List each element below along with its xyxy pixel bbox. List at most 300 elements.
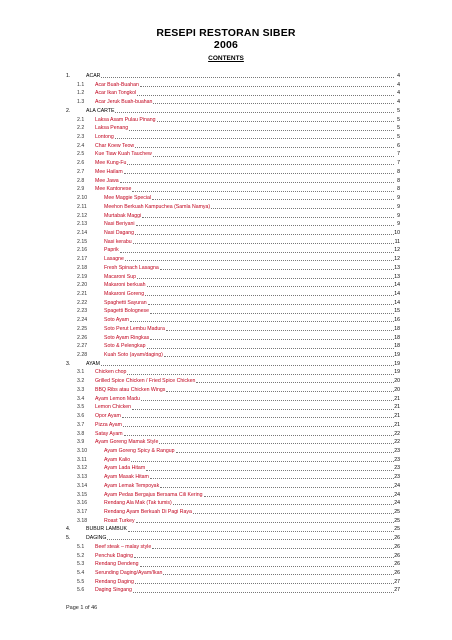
toc-entry-number: 2.16: [77, 247, 88, 254]
toc-entry[interactable]: [0, 194, 452, 202]
toc-entry[interactable]: [0, 290, 452, 298]
toc-entry-label: Fresh Spinach Lasagna: [104, 264, 159, 271]
toc-entry-number: 3.4: [77, 395, 85, 402]
toc-entry-page: 8: [397, 177, 400, 184]
toc-entry-page: 21: [394, 395, 400, 402]
page-number: Page 1 of 46: [66, 605, 98, 611]
toc-leader-dots: [122, 417, 394, 418]
toc-entry-label: Mee Kung-Fu: [95, 160, 127, 167]
toc-entry[interactable]: [0, 464, 452, 472]
toc-entry-page: 26: [394, 543, 400, 550]
toc-entry-label: Kue Tiaw Kuah Tauchew: [95, 151, 152, 158]
toc-entry-label: Spagetti Bolognese: [104, 308, 149, 315]
toc-entry[interactable]: [0, 569, 452, 577]
toc-entry-page: 18: [394, 343, 400, 350]
toc-entry[interactable]: [0, 334, 452, 342]
toc-entry[interactable]: [0, 177, 452, 185]
toc-entry[interactable]: [0, 342, 452, 350]
toc-entry[interactable]: [0, 482, 452, 490]
toc-entry[interactable]: [0, 395, 452, 403]
toc-entry-label: Soto Ayam: [104, 317, 129, 324]
toc-entry-number: 2.11: [77, 203, 87, 210]
toc-entry-number: 5.2: [77, 552, 85, 559]
toc-entry[interactable]: [0, 107, 452, 115]
toc-leader-dots: [137, 278, 394, 279]
toc-entry-label: Pizza Ayam: [95, 421, 123, 428]
toc-entry-label: Ayam Masak Hitam: [104, 474, 149, 481]
toc-entry-label: Kuah Soto (ayam/daging): [104, 352, 163, 359]
toc-entry-page: 14: [394, 299, 400, 306]
toc-leader-dots: [164, 356, 394, 357]
toc-entry-page: 13: [394, 273, 400, 280]
toc-entry-page: 5: [397, 116, 400, 123]
toc-entry-label: Nasi Beriyani: [104, 221, 135, 228]
toc-entry-number: 3.6: [77, 413, 85, 420]
toc-entry[interactable]: [0, 517, 452, 525]
toc-entry-number: 3.18: [77, 517, 88, 524]
toc-entry-number: 2.10: [77, 195, 88, 202]
toc-entry-page: 18: [394, 325, 400, 332]
toc-entry-label: Macaroni Sup: [104, 273, 137, 280]
toc-leader-dots: [133, 243, 394, 244]
toc-entry-number: 2.20: [77, 282, 88, 289]
toc-entry-number: 2.18: [77, 264, 88, 271]
toc-leader-dots: [196, 382, 394, 383]
toc-entry-number: 1.: [66, 73, 71, 79]
toc-leader-dots: [140, 566, 394, 567]
toc-entry-page: 21: [394, 413, 400, 420]
toc-entry[interactable]: [0, 98, 452, 106]
toc-leader-dots: [135, 234, 394, 235]
toc-leader-dots: [211, 208, 394, 209]
toc-entry-number: 5.3: [77, 561, 85, 568]
toc-entry[interactable]: [0, 456, 452, 464]
toc-entry-number: 3.1: [77, 369, 85, 376]
toc-entry-label: Opor Ayam: [95, 413, 121, 420]
toc-entry[interactable]: [0, 203, 452, 211]
toc-leader-dots: [135, 583, 394, 584]
toc-entry-page: 6: [397, 142, 400, 149]
toc-entry-page: 5: [397, 107, 400, 114]
toc-entry-label: Rendang Ala Mak (Tak tumis): [104, 500, 172, 507]
toc-entry-page: 9: [397, 195, 400, 202]
toc-entry-number: 2.9: [77, 186, 85, 193]
toc-entry-label: Rendang Daging: [95, 578, 134, 585]
toc-entry[interactable]: [0, 133, 452, 141]
contents-heading: CONTENTS: [208, 55, 244, 62]
toc-entry-label: Serunding Daging/Ayam/Ikan: [95, 570, 163, 577]
toc-entry-page: 19: [394, 360, 400, 367]
toc-leader-dots: [135, 147, 394, 148]
toc-entry-label: Daging Singang: [95, 587, 132, 594]
toc-leader-dots: [127, 374, 394, 375]
toc-entry[interactable]: [0, 299, 452, 307]
toc-entry-label: Ayam Lemak Tempoyak: [104, 482, 160, 489]
toc-entry-page: 23: [394, 465, 400, 472]
toc-entry-label: Murtabak Maggi: [104, 212, 142, 219]
toc-entry[interactable]: [0, 124, 452, 132]
toc-entry[interactable]: [0, 525, 452, 533]
toc-entry[interactable]: [0, 447, 452, 455]
toc-entry-number: 2.27: [77, 343, 88, 350]
toc-entry-label: Satay Ayam: [95, 430, 123, 437]
toc-entry[interactable]: [0, 159, 452, 167]
toc-entry[interactable]: [0, 473, 452, 481]
toc-entry-page: 27: [394, 587, 400, 594]
toc-entry-number: 3.2: [77, 378, 85, 385]
toc-entry-page: 4: [397, 81, 400, 88]
toc-entry-number: 3.5: [77, 404, 85, 411]
toc-entry-label: Makaroni Goreng: [104, 291, 145, 297]
toc-entry-label: Ayam Goreng Mamak Style: [95, 439, 159, 446]
toc-entry-page: 13: [394, 264, 400, 271]
toc-leader-dots: [136, 522, 394, 523]
toc-leader-dots: [140, 86, 394, 87]
toc-entry-number: 2.23: [77, 308, 88, 315]
toc-entry[interactable]: [0, 412, 452, 420]
toc-entry[interactable]: [0, 81, 452, 89]
toc-entry-label: Lasagne: [104, 256, 124, 263]
toc-entry-number: 3.13: [77, 474, 88, 481]
toc-leader-dots: [115, 112, 394, 113]
toc-entry-page: 12: [394, 247, 400, 254]
toc-entry-label: Rendang Dendeng: [95, 561, 139, 568]
toc-entry-label: Mee Hailam: [95, 168, 123, 175]
toc-entry[interactable]: [0, 491, 452, 499]
toc-entry-label: Acar Jeruk Buah-buahan: [95, 99, 153, 106]
toc-leader-dots: [123, 426, 394, 427]
toc-leader-dots: [150, 313, 394, 314]
toc-leader-dots: [127, 164, 394, 165]
toc-entry-number: 5.4: [77, 570, 85, 577]
toc-entry[interactable]: [0, 150, 452, 158]
toc-entry-page: 25: [394, 526, 400, 533]
toc-leader-dots: [157, 121, 394, 122]
toc-entry[interactable]: [0, 586, 452, 594]
toc-entry-page: 24: [394, 482, 400, 489]
toc-entry-label: Grilled Spice Chicken / Fried Spice Chicken: [95, 378, 196, 385]
toc-entry-number: 5.1: [77, 543, 85, 550]
toc-entry[interactable]: [0, 438, 452, 446]
toc-entry-number: 1.3: [77, 99, 85, 106]
toc-entry[interactable]: [0, 351, 452, 359]
toc-leader-dots: [160, 269, 394, 270]
toc-entry[interactable]: [0, 360, 452, 368]
toc-entry-label: Ayam Lada Hitam: [104, 465, 146, 472]
toc-entry-page: 23: [394, 447, 400, 454]
toc-entry-number: 2.1: [77, 116, 85, 123]
toc-entry[interactable]: [0, 185, 452, 193]
toc-entry[interactable]: [0, 246, 452, 254]
toc-entry-page: 22: [394, 439, 400, 446]
toc-entry-label: Soto Ayam Ringkas: [104, 334, 150, 341]
toc-entry-number: 2.22: [77, 299, 88, 306]
toc-entry-label: Ayam Kalio: [104, 456, 131, 463]
toc-entry-number: 2.19: [77, 273, 88, 280]
toc-entry-number: 3.: [66, 360, 71, 367]
toc-entry-page: 25: [394, 509, 400, 515]
toc-entry-number: 3.8: [77, 430, 85, 437]
toc-entry[interactable]: [0, 560, 452, 568]
toc-entry-page: 21: [394, 404, 400, 411]
toc-entry-label: Paprik: [104, 247, 119, 254]
toc-entry-number: 2.8: [77, 177, 85, 184]
toc-entry-number: 4.: [66, 526, 71, 533]
toc-entry-page: 26: [394, 570, 400, 577]
toc-leader-dots: [176, 452, 394, 453]
toc-entry-label: Meehon Berkuah Kampuchea (Samla Namya): [104, 203, 211, 210]
toc-leader-dots: [148, 304, 394, 305]
toc-leader-dots: [120, 182, 394, 183]
toc-entry-label: ACAR: [86, 73, 101, 79]
toc-entry-page: 19: [394, 369, 400, 376]
toc-entry[interactable]: [0, 534, 452, 542]
toc-leader-dots: [132, 409, 394, 410]
toc-entry-number: 2.7: [77, 168, 85, 175]
toc-leader-dots: [128, 531, 394, 532]
toc-leader-dots: [129, 130, 394, 131]
toc-entry[interactable]: [0, 142, 452, 150]
toc-leader-dots: [131, 461, 394, 462]
toc-leader-dots: [137, 95, 394, 96]
toc-leader-dots: [124, 435, 394, 436]
toc-entry-number: 3.9: [77, 439, 85, 446]
toc-entry-number: 1.2: [77, 90, 85, 97]
toc-entry-number: 3.10: [77, 447, 88, 454]
toc-entry-label: AYAM: [86, 360, 100, 367]
toc-entry[interactable]: [0, 325, 452, 333]
toc-entry[interactable]: [0, 89, 452, 97]
toc-entry-number: 2.2: [77, 125, 85, 132]
toc-entry-page: 10: [394, 229, 400, 236]
toc-entry-number: 3.7: [77, 421, 85, 428]
toc-entry-number: 2.14: [77, 229, 88, 236]
toc-leader-dots: [142, 217, 394, 218]
toc-entry-number: 3.11: [77, 456, 87, 463]
toc-leader-dots: [107, 539, 394, 540]
toc-leader-dots: [153, 103, 394, 104]
toc-entry-label: Soto Perut Lembu Madura: [104, 325, 165, 332]
toc-entry-label: DAGING: [86, 535, 107, 542]
toc-entry-number: 2.6: [77, 160, 85, 167]
toc-entry-page: 8: [397, 168, 400, 175]
toc-entry[interactable]: [0, 281, 452, 289]
toc-leader-dots: [147, 286, 394, 287]
toc-entry-number: 2.24: [77, 317, 88, 324]
toc-entry-page: 4: [397, 73, 400, 79]
toc-entry-page: 20: [394, 378, 400, 385]
toc-entry-label: Soto & Pelengkap: [104, 343, 146, 350]
toc-entry[interactable]: [0, 212, 452, 220]
toc-entry-page: 26: [394, 561, 400, 568]
toc-leader-dots: [101, 77, 394, 78]
toc-leader-dots: [163, 574, 394, 575]
toc-entry-number: 2.25: [77, 325, 88, 332]
toc-leader-dots: [153, 156, 394, 157]
toc-entry-label: BBQ Ribs atau Chicken Wings: [95, 386, 166, 393]
toc-entry[interactable]: [0, 578, 452, 586]
toc-entry-number: 3.14: [77, 482, 88, 489]
toc-entry-label: Char Koew Teow: [95, 142, 135, 149]
toc-entry-page: 22: [394, 430, 400, 437]
toc-entry-page: 23: [394, 474, 400, 481]
toc-entry-label: Roast Turkey: [104, 517, 135, 524]
toc-leader-dots: [145, 295, 394, 296]
toc-entry-page: 25: [394, 517, 400, 524]
toc-entry[interactable]: [0, 307, 452, 315]
toc-entry-page: 16: [394, 317, 400, 324]
toc-entry-label: Chicken chop: [95, 369, 127, 376]
toc-entry-page: 24: [394, 491, 400, 498]
toc-leader-dots: [136, 225, 394, 226]
toc-leader-dots: [120, 252, 394, 253]
toc-entry-number: 3.15: [77, 491, 88, 498]
toc-leader-dots: [152, 548, 394, 549]
toc-entry-label: Laksa Asam Pulau Pinang: [95, 116, 156, 123]
toc-entry[interactable]: [0, 264, 452, 272]
toc-entry[interactable]: [0, 508, 452, 516]
toc-entry[interactable]: [0, 116, 452, 124]
toc-entry-page: 24: [394, 500, 400, 507]
toc-entry-label: Spaghetti Sayuran: [104, 299, 147, 306]
toc-entry-number: 1.1: [77, 81, 85, 88]
toc-entry-label: BUBUR LAMBUK: [86, 526, 127, 533]
toc-entry-page: 27: [394, 578, 400, 585]
toc-entry-page: 5: [397, 125, 400, 132]
toc-entry-number: 3.17: [77, 509, 88, 515]
toc-entry-number: 2.26: [77, 334, 88, 341]
toc-entry-label: Acar Ikan Tongkol: [95, 90, 137, 97]
toc-leader-dots: [134, 557, 394, 558]
toc-entry[interactable]: [0, 273, 452, 281]
toc-leader-dots: [141, 400, 394, 401]
toc-entry-page: 23: [394, 456, 400, 463]
toc-entry[interactable]: [0, 168, 452, 176]
toc-entry-number: 3.16: [77, 500, 88, 507]
toc-entry-page: 9: [397, 221, 400, 228]
toc-leader-dots: [204, 496, 394, 497]
toc-entry-number: 2.13: [77, 221, 88, 228]
toc-entry-label: Lemon Chicken: [95, 404, 132, 411]
toc-entry-page: 5: [397, 134, 400, 141]
toc-entry-label: ALA CARTE: [86, 107, 115, 114]
toc-entry-label: Ayam Lemon Madu: [95, 395, 140, 402]
toc-entry-number: 2.12: [77, 212, 88, 219]
toc-entry[interactable]: [0, 386, 452, 394]
toc-entry-number: 2.15: [77, 238, 88, 245]
toc-entry-page: 18: [394, 334, 400, 341]
toc-entry-label: Nasi kerabu: [104, 238, 132, 245]
toc-entry-number: 2.4: [77, 142, 85, 149]
toc-entry-page: 7: [397, 160, 400, 167]
toc-entry-number: 3.3: [77, 386, 85, 393]
toc-entry[interactable]: [0, 255, 452, 263]
toc-leader-dots: [159, 443, 394, 444]
toc-leader-dots: [146, 470, 394, 471]
toc-entry-page: 20: [394, 386, 400, 393]
toc-entry-page: 21: [394, 421, 400, 428]
toc-entry[interactable]: [0, 72, 452, 80]
toc-entry[interactable]: [0, 238, 452, 246]
toc-entry[interactable]: [0, 368, 452, 376]
toc-entry-number: 2.3: [77, 134, 85, 141]
toc-entry-number: 2.21: [77, 291, 88, 297]
toc-entry-page: 19: [394, 352, 400, 359]
toc-entry-page: 9: [397, 212, 400, 219]
toc-leader-dots: [132, 191, 394, 192]
toc-entry-number: 2.5: [77, 151, 85, 158]
toc-entry-label: Beef steak – malay style: [95, 543, 152, 550]
toc-leader-dots: [173, 504, 394, 505]
toc-leader-dots: [152, 199, 394, 200]
toc-leader-dots: [133, 592, 394, 593]
toc-entry[interactable]: [0, 220, 452, 228]
toc-entry-label: Mee Jawa: [95, 177, 119, 184]
toc-entry-number: 2.17: [77, 256, 88, 263]
toc-entry-page: 15: [394, 308, 400, 315]
toc-entry-page: 12: [394, 256, 400, 263]
toc-leader-dots: [160, 487, 394, 488]
toc-leader-dots: [147, 348, 394, 349]
toc-entry-label: Nasi Dagang: [104, 229, 134, 236]
toc-entry[interactable]: [0, 377, 452, 385]
toc-leader-dots: [101, 365, 394, 366]
toc-leader-dots: [124, 173, 394, 174]
toc-entry-page: 9: [397, 203, 400, 210]
toc-entry[interactable]: [0, 403, 452, 411]
toc-entry-label: Acar Buah-Buahan: [95, 81, 139, 88]
toc-entry-page: 7: [397, 151, 400, 158]
toc-entry-label: Mee Kantonese: [95, 186, 132, 193]
toc-entry[interactable]: [0, 430, 452, 438]
toc-entry-page: 8: [397, 186, 400, 193]
toc-entry[interactable]: [0, 421, 452, 429]
toc-leader-dots: [166, 391, 394, 392]
toc-entry-number: 5.5: [77, 578, 85, 585]
toc-entry-number: 2.28: [77, 352, 88, 359]
toc-entry-label: Penchuk Daging: [95, 552, 134, 559]
toc-entry[interactable]: [0, 543, 452, 551]
toc-entry-label: Makaroni berkuah: [104, 282, 146, 289]
toc-leader-dots: [115, 138, 394, 139]
toc-entry-page: 26: [394, 535, 400, 542]
toc-entry[interactable]: [0, 229, 452, 237]
toc-entry-label: Mee Maggie Special: [104, 195, 152, 202]
toc-entry[interactable]: [0, 552, 452, 560]
toc-entry-page: 14: [394, 291, 400, 297]
toc-entry-label: Lontong: [95, 134, 114, 141]
toc-leader-dots: [125, 260, 394, 261]
toc-entry-page: 4: [397, 90, 400, 97]
toc-leader-dots: [150, 339, 394, 340]
toc-entry-label: Laksa Penang: [95, 125, 129, 132]
toc-entry-page: 4: [397, 99, 400, 106]
toc-leader-dots: [130, 321, 394, 322]
toc-entry[interactable]: [0, 316, 452, 324]
toc-entry-number: 2.: [66, 107, 71, 114]
toc-leader-dots: [193, 513, 394, 514]
toc-entry-page: 26: [394, 552, 400, 559]
toc-entry-number: 5.: [66, 535, 71, 542]
toc-entry-page: 11: [394, 238, 400, 245]
toc-entry-number: 3.12: [77, 465, 88, 472]
toc-entry[interactable]: [0, 499, 452, 507]
toc-entry-page: 14: [394, 282, 400, 289]
toc-entry-label: Ayam Goreng Spicy & Rangup: [104, 447, 175, 454]
toc-entry-label: Ayam Pedas Bergajus Bersama Cili Kering: [104, 491, 203, 498]
toc-leader-dots: [150, 478, 394, 479]
document-title: RESEPI RESTORAN SIBER: [156, 27, 296, 39]
